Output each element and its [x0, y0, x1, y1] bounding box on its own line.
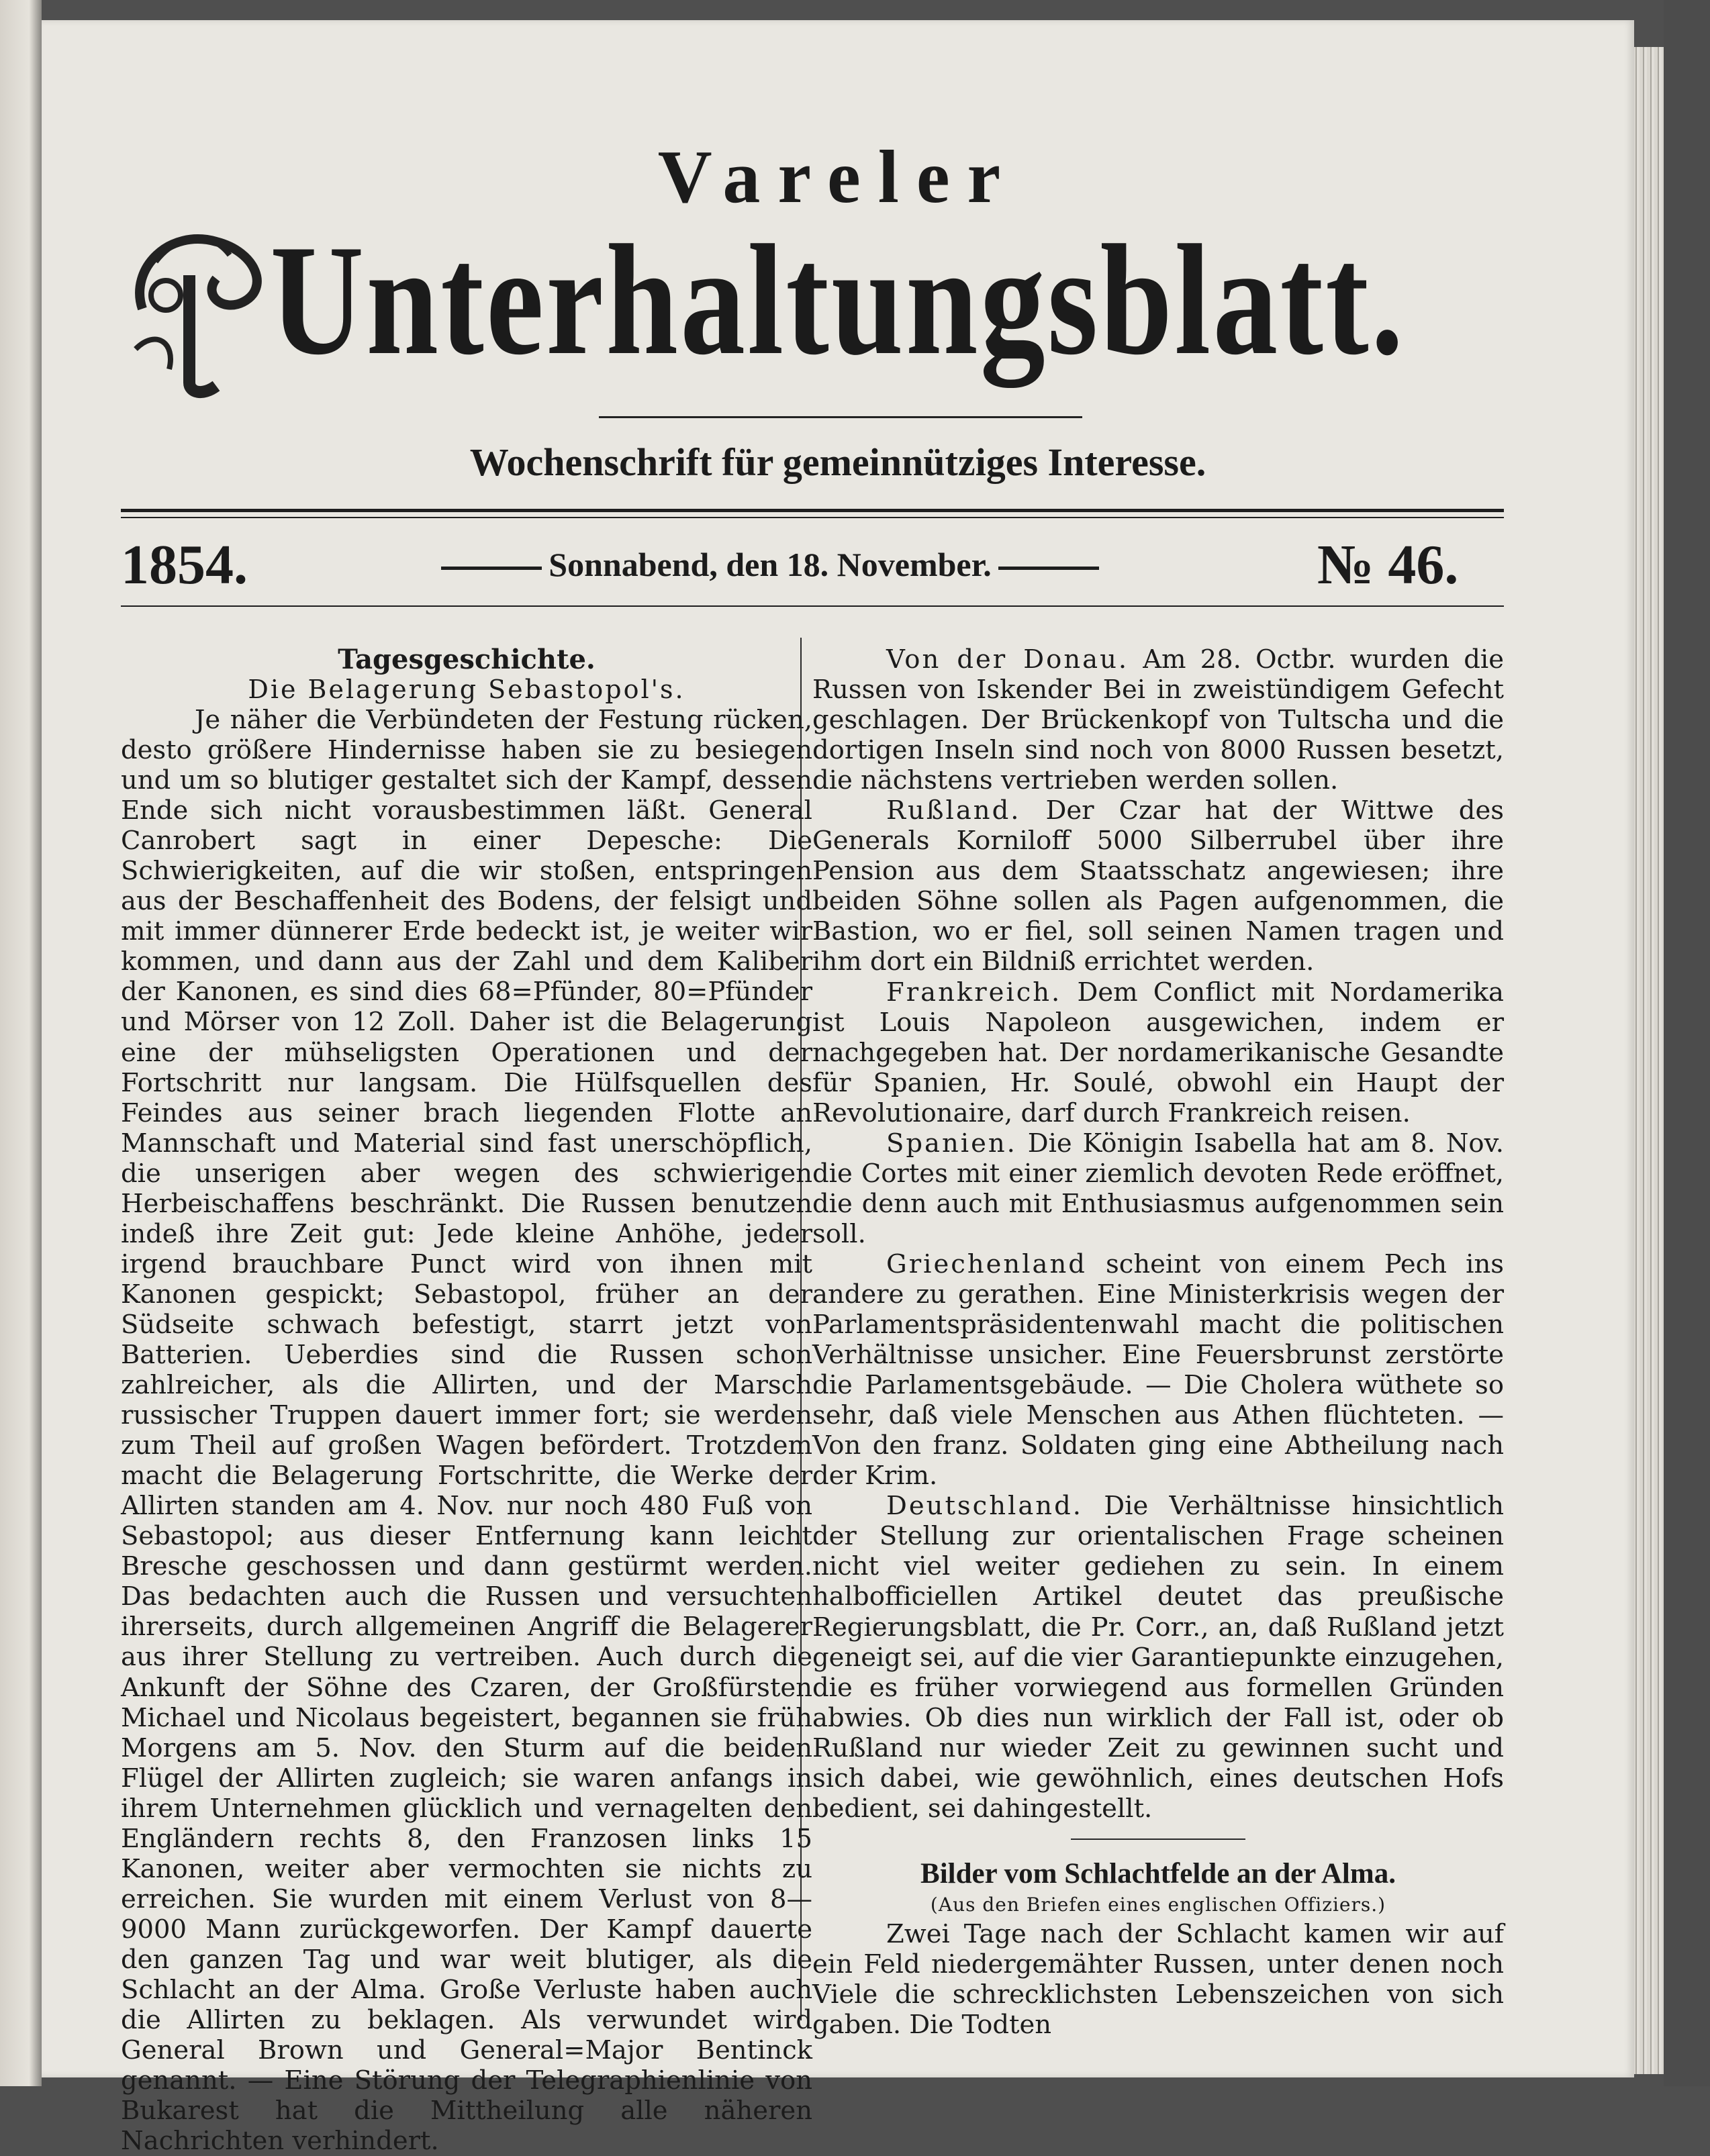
news-paragraph	[812, 1249, 1504, 1491]
feature-paragraph: Zwei Tage nach der Schlacht kamen wir auf ein Feld niedergemähter Russen, unter denen noch Viele die schrecklichsten Lebenszeichen von sich gaben. Die Todten	[812, 1918, 1504, 2040]
news-text: Die Verhältnisse hinsichtlich der Stellung zur orientalischen Frage scheinen nicht viel weiter gediehen zu sein. In einem halbofficiellen Artikel deutet das preußische Regierungsblatt, die Pr. Corr., an, daß Rußland jetzt geneigt sei, auf die vier Garantiepunkte einzugehen, die es früher vorwiegend aus formellen Gründen abwies. Ob dies nun wirklich der Fall ist, oder ob Rußland nur wieder Zeit zu gewinnen sucht und sich dabei, wie gewöhnlich, eines deutschen Hofs bedient, sei dahingestellt.	[812, 1491, 1504, 1824]
header-bottom-rule	[121, 605, 1504, 607]
facing-page-edge	[0, 0, 42, 2086]
news-lead: Griechenland	[886, 1248, 1087, 1279]
news-lead: Von der Donau.	[886, 644, 1129, 675]
top-rule-thin	[121, 517, 1504, 518]
issue-year: 1854.	[121, 534, 248, 596]
article-paragraph: Je näher die Verbündeten der Festung rücken, desto größere Hindernisse haben sie zu besiegen und um so blutiger gestaltet sich der Kampf, dessen Ende sich nicht vorausbestimmen läßt. General Canrobert sagt in einer Depesche: Die Schwierigkeiten, auf die wir stoßen, entspringen aus der Beschaffenheit des Bodens, der felsigt und mit immer dünnerer Erde bedeckt ist, je weiter wir kommen, und dann aus der Zahl und dem Kaliber der Kanonen, es sind dies 68=Pfünder, 80=Pfünder und Mörser von 12 Zoll. Daher ist die Belagerung eine der mühseligsten Operationen und der Fortschritt nur langsam. Die Hülfsquellen des Feindes aus seiner brach liegenden Flotte an Mannschaft und Material sind fast unerschöpflich, die unserigen aber wegen des schwierigen Herbeischaffens beschränkt. Die Russen benutzen indeß ihre Zeit gut: Jede kleine Anhöhe, jeder irgend brauchbare Punct wird von ihnen mit Kanonen gespickt; Sebastopol, früher an der Südseite schwach befestigt, starrt jetzt von Batterien. Ueberdies sind die Russen schon zahlreicher, als die Allirten, und der Marsch russischer Truppen dauert immer fort; sie werden zum Theil auf großen Wagen befördert. Trotzdem macht die Belagerung Fortschritte, die Werke der Allirten standen am 4. Nov. nur noch 480 Fuß von Sebastopol; aus dieser Entfernung kann leicht Bresche geschossen und dann gestürmt werden. Das bedachten auch die Russen und versuchten ihrerseits, durch allgemeinen Angriff die Belagerer aus ihrer Stellung zu vertreiben. Auch durch die Ankunft der Söhne des Czaren, der Großfürsten Michael und Nicolaus begeistert, begannen sie früh Morgens am 5. Nov. den Sturm auf die beiden Flügel der Allirten zugleich; sie waren anfangs in ihrem Unternehmen glücklich und vernagelten den Engländern rechts 8, den Franzosen links 15 Kanonen, weiter aber vermochten sie nichts zu erreichen. Sie wurden mit einem Verlust von 8—9000 Mann zurückgeworfen. Der Kampf dauerte den ganzen Tag und war weit blutiger, als die Schlacht an der Alma. Große Verluste haben auch die Allirten zu beklagen. Als verwundet wird General Brown und General=Major Bentinck genannt. — Eine Störung der Telegraphienlinie von Bukarest hat die Mittheilung alle näheren Nachrichten verhindert.	[121, 705, 812, 2156]
news-text: scheint von einem Pech ins andere zu gerathen. Eine Ministerkrisis wegen der Parlamentspräsidentenwahl macht die politischen Verhältnisse unsicher. Eine Feuersbrunst zerstörte die Parlamentsgebäude. — Die Cholera wüthete so sehr, daß viele Menschen aus Athen flüchteten. — Von den franz. Soldaten ging eine Abtheilung nach der Krim.	[812, 1248, 1504, 1491]
dash-left	[441, 567, 542, 570]
news-lead: Deutschland.	[886, 1491, 1083, 1522]
masthead-title-main: Unterhaltungsblatt.	[270, 213, 1406, 388]
news-text: Die Königin Isabella hat am 8. Nov. die Cortes mit einer ziemlich devoten Rede eröffnet, die denn auch mit Enthusiasmus aufgenommen sein soll.	[812, 1128, 1504, 1249]
news-paragraph	[812, 1491, 1504, 1824]
news-lead: Rußland.	[886, 795, 1021, 826]
article-heading: Die Belagerung Sebastopol's.	[248, 675, 685, 704]
news-lead: Frankreich.	[886, 977, 1062, 1008]
right-column	[812, 644, 1504, 2040]
news-text: Der Czar hat der Wittwe des Generals Korniloff 5000 Silberrubel über ihre Pension aus dem Staatsschatz angewiesen; ihre beiden Söhne sollen als Pagen aufgenommen, die Bastion, wo er fiel, soll seinen Namen tragen und ihm dort ein Bildniß errichtet werden.	[812, 795, 1504, 977]
feature-note: (Aus den Briefen eines englischen Offiziers.)	[930, 1893, 1386, 1916]
section-heading: Tagesgeschichte.	[338, 644, 596, 675]
section-divider	[1071, 1839, 1245, 1840]
masthead-divider	[599, 416, 1082, 418]
news-paragraph	[812, 795, 1504, 977]
issue-date-line	[397, 548, 1143, 581]
issue-number: № 46.	[1317, 534, 1459, 596]
news-lead: Spanien.	[886, 1128, 1017, 1159]
masthead-subtitle: Wochenschrift für gemeinnütziges Interesse.	[469, 440, 1206, 484]
top-rule	[121, 509, 1504, 512]
masthead-title-top: Vareler	[657, 136, 1018, 219]
left-column	[121, 644, 812, 2156]
feature-heading: Bilder vom Schlachtfelde an der Alma.	[920, 1857, 1396, 1890]
news-paragraph	[812, 977, 1504, 1128]
newspaper-page	[42, 20, 1634, 2156]
news-text: Am 28. Octbr. wurden die Russen von Iskender Bei in zweistündigem Gefecht geschlagen. Der Brückenkopf von Tultscha und die dortigen Inseln sind noch von 8000 Russen besetzt, die nächstens vertrieben werden sollen.	[812, 644, 1504, 796]
news-paragraph	[812, 1128, 1504, 1249]
news-paragraph	[812, 644, 1504, 795]
scanner-background	[1664, 0, 1710, 2086]
issue-date: Sonnabend, den 18. November.	[549, 546, 992, 583]
news-text: Dem Conflict mit Nordamerika ist Louis Napoleon ausgewichen, indem er nachgegeben hat. Der nordamerikanische Gesandte für Spanien, Hr. Soulé, obwohl ein Haupt der Revolutionaire, darf durch Frankreich reisen.	[812, 977, 1504, 1128]
dash-right	[998, 567, 1099, 570]
